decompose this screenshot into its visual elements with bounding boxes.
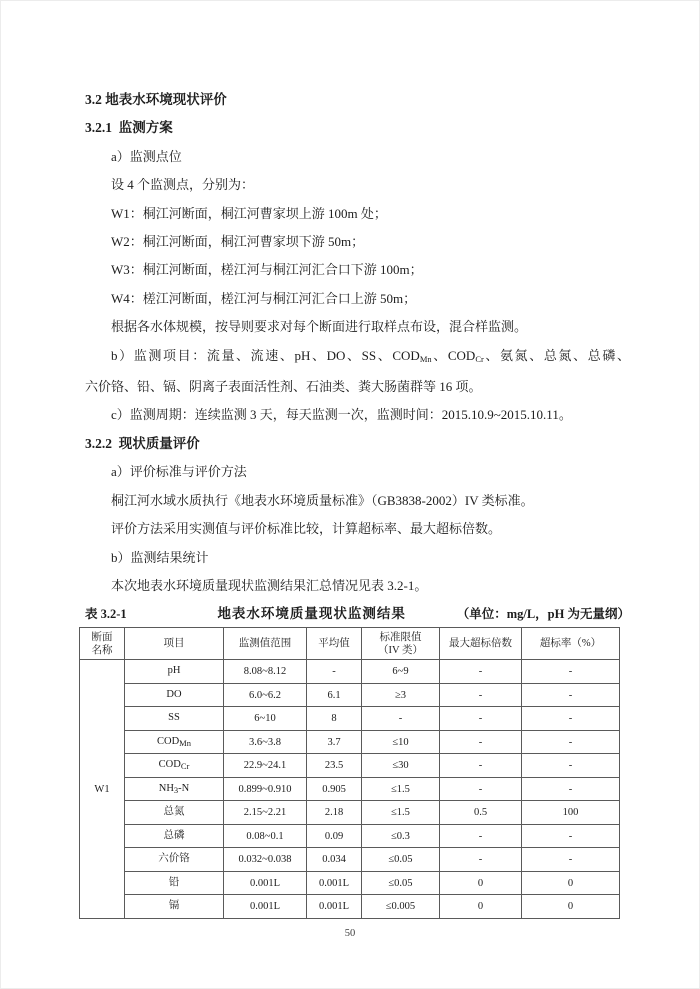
- cell-exceed-rate: 100: [522, 801, 620, 825]
- cell-max-exceed: -: [440, 660, 522, 684]
- items-text-3: 、氨氮、总氮、总磷、: [483, 347, 630, 363]
- items-text-2: 、COD: [431, 347, 476, 363]
- table-row: [80, 777, 620, 801]
- table-row: [80, 683, 620, 707]
- cell-exceed-rate: -: [522, 660, 620, 684]
- cell-item: 总磷: [125, 824, 224, 848]
- cell-average: -: [307, 660, 362, 684]
- cod-mn-subscript: Mn: [419, 353, 432, 364]
- table-row: [80, 871, 620, 895]
- col-header-range: 监测值范围: [224, 628, 307, 660]
- cell-limit: -: [362, 707, 440, 731]
- cell-section-name: W1: [80, 660, 125, 919]
- para-quality-standard: 桐江河水域水质执行《地表水环境质量标准》（GB3838-2002）IV 类标准。: [111, 492, 534, 508]
- cell-range: 2.15~2.21: [224, 801, 307, 825]
- cell-exceed-rate: -: [522, 848, 620, 872]
- cell-average: 0.034: [307, 848, 362, 872]
- cell-limit: 6~9: [362, 660, 440, 684]
- cell-item: $COD_{Cr}$: [125, 754, 224, 778]
- table-row: [80, 801, 620, 825]
- section-heading-3-2-1: 3.2.1 监测方案: [85, 120, 173, 136]
- cell-exceed-rate: -: [522, 824, 620, 848]
- cell-max-exceed: 0: [440, 871, 522, 895]
- para-monitoring-items-line1: [85, 342, 630, 373]
- cell-limit: ≤0.05: [362, 848, 440, 872]
- table-row: [80, 660, 620, 684]
- table-number-label: 表 3.2-1: [85, 607, 127, 622]
- cell-max-exceed: -: [440, 777, 522, 801]
- table-row: [80, 707, 620, 731]
- cell-max-exceed: 0: [440, 895, 522, 919]
- section-heading-3-2-2: 3.2.2 现状质量评价: [85, 435, 200, 451]
- table-row: [80, 824, 620, 848]
- para-result-summary: 本次地表水环境质量现状监测结果汇总情况见表 3.2-1。: [111, 577, 428, 593]
- cell-max-exceed: -: [440, 683, 522, 707]
- monitoring-results-table: [79, 627, 620, 919]
- section-heading-3-2: 3.2 地表水环境现状评价: [85, 92, 227, 107]
- cell-exceed-rate: 0: [522, 895, 620, 919]
- cell-range: 0.001L: [224, 871, 307, 895]
- cell-item: $COD_{Mn}$: [125, 730, 224, 754]
- para-point-w2: W2：桐江河断面，桐江河曹家坝下游 50m；: [111, 234, 365, 250]
- table-caption: [85, 602, 630, 622]
- col-header-exceed-rate: 超标率（%）: [522, 628, 620, 660]
- cell-average: 0.09: [307, 824, 362, 848]
- cell-item: 铅: [125, 871, 224, 895]
- cell-limit: ≤30: [362, 754, 440, 778]
- cell-average: 0.001L: [307, 895, 362, 919]
- para-monitoring-points-label: a）监测点位: [111, 148, 182, 164]
- table-title: 地表水环境质量现状监测结果: [217, 606, 406, 622]
- cell-average: 8: [307, 707, 362, 731]
- cell-average: 3.7: [307, 730, 362, 754]
- cell-range: 6.0~6.2: [224, 683, 307, 707]
- cell-item: 六价铬: [125, 848, 224, 872]
- cell-range: 0.899~0.910: [224, 777, 307, 801]
- para-monitoring-setup: 设 4 个监测点，分别为：: [111, 177, 255, 193]
- cell-item: 镉: [125, 895, 224, 919]
- cell-exceed-rate: -: [522, 754, 620, 778]
- col-header-average: 平均值: [307, 628, 362, 660]
- para-point-w3: W3：桐江河断面，槎江河与桐江河汇合口下游 100m；: [111, 262, 423, 278]
- cell-range: 0.032~0.038: [224, 848, 307, 872]
- cell-average: 0.001L: [307, 871, 362, 895]
- cell-max-exceed: -: [440, 707, 522, 731]
- cell-item: SS: [125, 707, 224, 731]
- cell-limit: ≤1.5: [362, 777, 440, 801]
- cod-cr-subscript: Cr: [475, 353, 484, 364]
- para-point-w1: W1：桐江河断面，桐江河曹家坝上游 100m 处；: [111, 205, 387, 221]
- cell-limit: ≥3: [362, 683, 440, 707]
- col-header-limit: 标准限值 （IV 类）: [362, 628, 440, 660]
- page-number: 50: [344, 928, 356, 939]
- table-row: [80, 754, 620, 778]
- table-header-row: [80, 628, 620, 660]
- cell-exceed-rate: 0: [522, 871, 620, 895]
- table-row: [80, 730, 620, 754]
- cell-limit: ≤0.3: [362, 824, 440, 848]
- col-header-section: 断面 名称: [80, 628, 125, 660]
- para-standard-method-label: a）评价标准与评价方法: [111, 464, 247, 480]
- cell-max-exceed: -: [440, 754, 522, 778]
- table-row: [80, 848, 620, 872]
- cell-limit: ≤0.05: [362, 871, 440, 895]
- cell-average: 6.1: [307, 683, 362, 707]
- cell-max-exceed: -: [440, 730, 522, 754]
- para-monitoring-items-line2: 六价铬、铅、镉、阴离子表面活性剂、石油类、粪大肠菌群等 16 项。: [85, 379, 482, 395]
- para-sampling-basis: 根据各水体规模，按导则要求对每个断面进行取样点布设，混合样监测。: [111, 319, 528, 335]
- cell-range: 8.08~8.12: [224, 660, 307, 684]
- para-evaluation-method: 评价方法采用实测值与评价标准比较，计算超标率、最大超标倍数。: [111, 521, 502, 537]
- cell-max-exceed: 0.5: [440, 801, 522, 825]
- table-row: [80, 895, 620, 919]
- cell-item: pH: [125, 660, 224, 684]
- cell-range: 6~10: [224, 707, 307, 731]
- col-header-item: 项目: [125, 628, 224, 660]
- cell-item: DO: [125, 683, 224, 707]
- para-result-stats-label: b）监测结果统计: [111, 549, 209, 565]
- cell-exceed-rate: -: [522, 707, 620, 731]
- cell-average: 0.905: [307, 777, 362, 801]
- cell-limit: ≤0.005: [362, 895, 440, 919]
- col-header-max-exceed: 最大超标倍数: [440, 628, 522, 660]
- para-monitoring-period: c）监测周期：连续监测 3 天，每天监测一次，监测时间：2015.10.9~2015.10.11。: [111, 407, 572, 423]
- cell-range: 0.08~0.1: [224, 824, 307, 848]
- cell-max-exceed: -: [440, 824, 522, 848]
- cell-max-exceed: -: [440, 848, 522, 872]
- cell-range: 22.9~24.1: [224, 754, 307, 778]
- cell-item: $NH_3-N$: [125, 777, 224, 801]
- cell-exceed-rate: -: [522, 777, 620, 801]
- cell-exceed-rate: -: [522, 730, 620, 754]
- cell-limit: ≤10: [362, 730, 440, 754]
- cell-range: 0.001L: [224, 895, 307, 919]
- cell-limit: ≤1.5: [362, 801, 440, 825]
- cell-range: 3.6~3.8: [224, 730, 307, 754]
- table-unit-note: （单位：mg/L，pH 为无量纲）: [456, 607, 630, 622]
- cell-item: 总氮: [125, 801, 224, 825]
- para-point-w4: W4：槎江河断面，槎江河与桐江河汇合口上游 50m；: [111, 290, 417, 306]
- items-text-1: b）监测项目：流量、流速、pH、DO、SS、COD: [111, 347, 420, 363]
- cell-average: 2.18: [307, 801, 362, 825]
- cell-exceed-rate: -: [522, 683, 620, 707]
- cell-average: 23.5: [307, 754, 362, 778]
